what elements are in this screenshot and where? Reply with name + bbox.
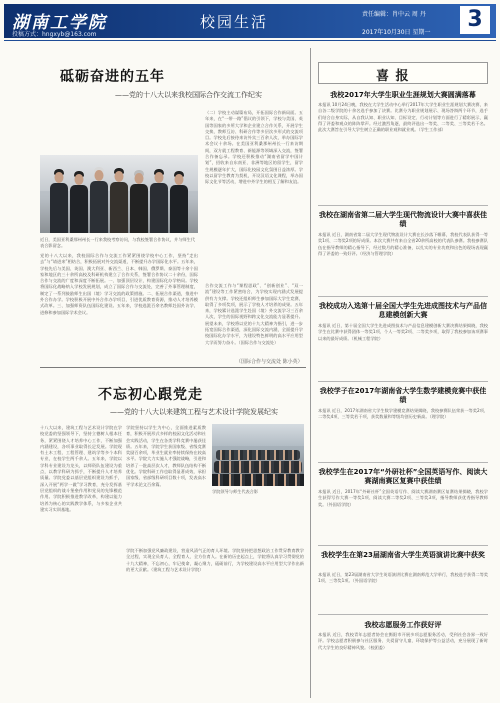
group-row-front [212, 474, 304, 486]
article1-column-1: 党的十八大以来，我校国际合作与交流工作紧紧围绕学校中心工作，坚持“走出去”与“请进来”相结合，积极拓展对外交流渠道，不断提升办学国际化水平。五年来，学校先后与美国、英国、澳大利亚、新西兰、日本、韩国、俄罗斯、泰国等十余个国家和地区的三十余所高校及科研机构建立了合作关系，签署合作协议二十余份，国际合作与交流的广度和深度不断拓展。一、加强顶层设计，构建国际化办学格局。学校将国际化战略纳入学校发展规划，成立了国际合作与交流处，完善了外事管理制度，制定了一系列鼓励师生出国（境）学习交流的政策措施。二、拓展合作渠道，推进中外合作办学。学校积极开展中外合作办学项目，引进优质教育资源，推动人才培养模式改革。三、加强师资队伍国际化建设。五年来，学校选派百余名教师赴国外访学、进修和参加国际学术会议。 [40, 253, 198, 315]
article1-subtitle: ——党的十八大以来我校国际合作交流工作纪实 [115, 91, 262, 99]
person [50, 169, 68, 233]
news-item-2-title: 我校在湖南省第二届大学生现代物流设计大赛中喜获佳绩 [319, 211, 487, 228]
article2-subtitle: ——党的十八大以来建筑工程与艺术设计学院发展纪实 [110, 408, 278, 416]
person [70, 171, 88, 233]
person [150, 169, 168, 233]
news-item-3-title: 我校成功入选第十届全国大学生先进成图技术与产品信息建模创新大赛 [319, 302, 487, 319]
article1-photo-caption: 近日，美国亚利桑那州州长一行来我校考察访问，与我校签署合作协议，并与师生代表合影留念。 [40, 237, 195, 248]
issue-date: 2017年10月30日 星期一 [362, 29, 431, 36]
submission-info: 投稿方式：hngxyb@163.com [12, 31, 97, 38]
news-divider [318, 205, 488, 206]
news-item-5-title: 我校学生在2017年“外研社杯”全国英语写作、阅读大赛湖南赛区复赛中获佳绩 [318, 468, 488, 485]
article2-photo-caption: 学院领导与师生代表合影 [212, 489, 259, 494]
news-divider [318, 462, 488, 463]
article1-column-2: （二）学校主动谋篇布局，开拓国际合作新局面。五年来，在“一带一路”倡议的引领下，学校与美国、英国等国家的多所大学和企业建立合作关系，开展学生交换、教师互访、科研合作等多层次多形式的交流项目。学校先后接待来访外宾三百余人次，举办国际学术会议十余场。在美国亚利桑那州州长一行来访期间，双方就工程教育、新能源等领域深入交流，签署合作备忘录。学校还积极推动“湖南省留学中国计划”，招收来自东南亚、非洲等地区的留学生，留学生规模逐年扩大，国际化校园文化氛围日益浓厚。学校以留学生教育为契机，开设汉语文化课程，举办国际文化节等活动，增进中外学生的相互了解和友谊。 [205, 110, 303, 185]
group-row-back [216, 450, 300, 460]
article1-photo [40, 155, 198, 233]
page-number: 3 [460, 6, 490, 34]
news-divider [318, 614, 488, 615]
news-item-6-title: 我校学生在第23届湖南省大学生英语演讲比赛中获奖 [321, 551, 485, 559]
news-item-2-text: 本报讯 近日，湖南省第二届大学生现代物流设计大赛在长沙落下帷幕，我校代表队获得一等奖1项、二等奖2项的好成绩。本次大赛共有来自全省20余所高校的代表队参赛。我校参赛队伍在指导教师的精心指导下，经过数月的精心准备，以扎实的专业功底和出色的现场表现赢得了评委的一致好评。（经济与管理学院） [318, 232, 488, 256]
news-item-4-title: 我校学子在2017年湖南省大学生数学建模竞赛中获佳绩 [319, 387, 487, 404]
person [130, 170, 148, 233]
news-item-1-title: 我校2017年大学生职业生涯规划大赛圆满落幕 [330, 91, 476, 99]
news-divider [318, 296, 488, 297]
person [170, 171, 188, 233]
masthead-rule [4, 40, 496, 41]
person [110, 168, 128, 233]
news-divider [318, 381, 488, 382]
news-title: 喜 报 [376, 69, 410, 84]
news-item-7-text: 本报讯 近日，我校青年志愿者协会在衡阳市开展多项志愿服务活动，受到社会各界一致好评。学校志愿者积极参与社区服务、关爱留守儿童、环境保护等公益活动，充分展现了新时代大学生的良好精神风貌。（校团委） [318, 632, 488, 650]
article2-column-1: 十八大以来，建筑工程与艺术设计学院在学校党委的坚强领导下，坚持立德树人根本任务，紧紧围绕人才培养中心工作，不断加强内涵建设，各项事业取得长足发展。学院现有土木工程、工程管理、建筑学等多个本科专业，在校学生两千余人。五年来，学院以学科专业建设为龙头，以师资队伍建设为重点，以教学科研为抓手，不断提升人才培养质量。学院党委以基层党组织建设为抓手，深入开展“两学一做”学习教育，充分发挥基层党组织的战斗堡垒作用和党员的先锋模范作用。学院积极推进教学改革，构建以能力培养为核心的实践教学体系，与多家企业共建实习实训基地。 [40, 425, 122, 512]
article1-column-3: 合作交流工作与“课程思政”、“创新创业”、“双一流”建设等工作紧密结合，为学校实现内涵式发展提供有力支撑。学校还组织师生参加国际大学生竞赛，取得了多项奖项，展示了学校人才培养的成果。五年来，学校累计选派学生赴国（境）外交流学习三百余人次，学生的国际视野和跨文化交流能力显著提升。展望未来，学校将以党的十九大精神为指引，进一步拓宽国际合作渠道，深化国际交流内涵，全面提升学校国际化办学水平，为建设特色鲜明的高水平应用型大学而努力奋斗。（国际合作与交流处） [205, 283, 303, 345]
masthead [0, 0, 500, 50]
photo-building [212, 424, 304, 446]
article-divider [40, 367, 306, 368]
news-item-7-title: 我校志愿服务工作获好评 [364, 621, 442, 629]
news-divider [318, 545, 488, 546]
group-row-middle [214, 461, 302, 473]
news-item-6-text: 本报讯 近日，第23届湖南省大学生英语演讲比赛在湖南师范大学举行，我校选手获得二等奖1项、三等奖1项。（外国语学院） [318, 572, 488, 584]
article1-headline: 砥砺奋进的五年 [60, 69, 165, 85]
news-item-3-text: 本报讯 近日，第十届全国大学生先进成图技术与产品信息建模创新大赛决赛结果揭晓，我校学生在比赛中获得团体一等奖1项、个人一等奖2项、二等奖多项，取得了我校参加该项赛事以来的最好成绩。（机械工程学院） [318, 323, 488, 341]
article2-headline: 不忘初心跟党走 [98, 387, 203, 403]
newspaper-logo: 湖南工学院 [12, 13, 107, 33]
news-item-5-text: 本报讯 近日，2017年“外研社杯”全国英语写作、阅读大赛湖南赛区复赛结果揭晓，我校学生获得写作大赛一等奖1项、阅读大赛二等奖2项、三等奖3项，指导教师获优秀指导教师奖。（外国语学院） [318, 489, 488, 507]
person [90, 167, 108, 233]
article1-byline: （国际合作与交流处 陈小英） [236, 359, 303, 365]
article2-column-3: 学院不断加强党风廉政建设，营造风清气正的育人环境。学院坚持把思想政治工作贯穿教育教学全过程，实现全员育人、全程育人、全方位育人。在新的历史起点上，学院将认真学习贯彻党的十九大精神，不忘初心，牢记使命，凝心聚力，砥砺前行，为学校建设高水平应用型大学作出新的更大贡献。（建筑工程与艺术设计学院） [126, 548, 304, 572]
news-item-1-text: 本报讯 10月24日晚，我校在大学生活动中心举行2017年大学生职业生涯规划大赛决赛，来自各二级学院的十余名选手参加了决赛。比赛分为职业规划展示、现场答辩两个环节，选手们结合自身实际，从自我认知、职业认知、目标设定、行动计划等方面进行了精彩展示，赢得了评委和观众的阵阵掌声。经过激烈角逐，最终评选出一等奖、二等奖、三等奖若干名。此次大赛旨在引导大学生树立正确的职业观和就业观。（学生工作部） [318, 102, 488, 133]
column-divider [310, 48, 311, 698]
article2-column-2: 学院坚持以学生为中心，全面推进素质教育，积极开展形式多样的校园文化活动和社会实践活动，学生在各类学科竞赛中屡获佳绩。五年来，学院学生获国家级、省级竞赛奖励百余项，毕业生就业率持续保持在较高水平。学院大力实施人才强院战略，引进和培养了一批高层次人才，教师队伍结构不断优化。学院科研工作也取得显著成效，承担国家级、省部级科研项目数十项，发表高水平学术论文百余篇。 [126, 425, 206, 487]
section-title: 校园生活 [200, 13, 269, 31]
article2-photo [212, 424, 304, 486]
news-item-4-text: 本报讯 近日，2017年湖南省大学生数学建模竞赛结果揭晓，我校参赛队伍荣获一等奖2项、二等奖4项、三等奖若干项，获奖数量和等级均创历史新高。（理学院） [318, 408, 488, 420]
editor-info: 责任编辑：肖中云 周 丹 [362, 11, 426, 18]
